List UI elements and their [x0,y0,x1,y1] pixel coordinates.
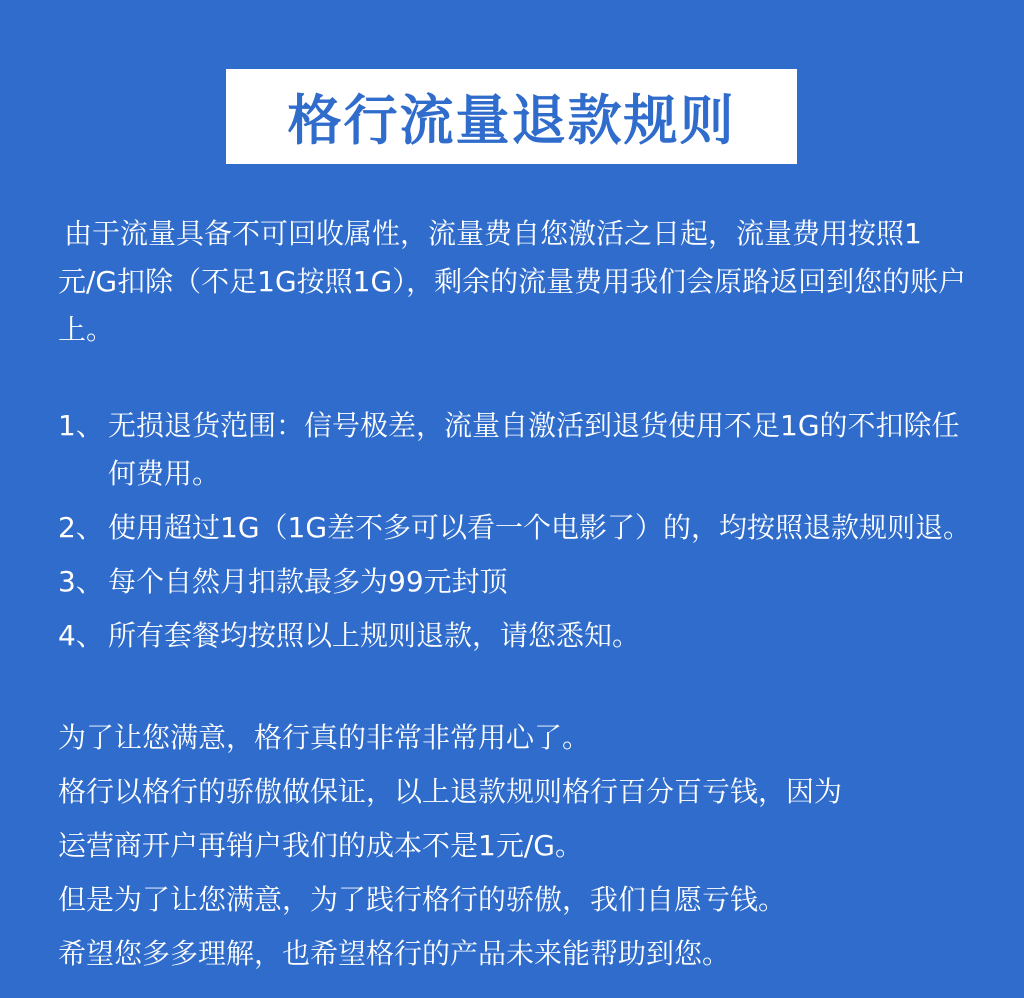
page-title: 格行流量退款规则 [287,89,736,152]
intro-paragraph: 由于流量具备不可回收属性，流量费自您激活之日起，流量费用按照1元/G扣除（不足1G按照1G），剩余的流量费用我们会原路返回到您的账户上。 [58,217,967,346]
rule-item [58,402,978,498]
rule-text: 使用超过1G（1G差不多可以看一个电影了）的，均按照退款规则退。 [108,511,972,544]
rule-text: 每个自然月扣款最多为99元封顶 [108,565,508,598]
rules-list [58,402,978,660]
closing-line: 格行以格行的骄傲做保证，以上退款规则格行百分百亏钱，因为 [58,775,843,808]
rule-number: 2、 [58,511,104,544]
rule-text: 所有套餐均按照以上规则退款，请您悉知。 [108,619,641,652]
rule-number: 1、 [58,409,104,442]
rules-document [58,210,978,984]
section-spacer [58,666,978,714]
title-banner [226,69,797,164]
closing-line: 但是为了让您满意，为了践行格行的骄傲，我们自愿亏钱。 [58,883,787,916]
closing-line: 希望您多多理解，也希望格行的产品未来能帮助到您。 [58,937,731,970]
rule-item [58,558,978,606]
closing-paragraph [58,714,978,978]
rule-item [58,612,978,660]
section-spacer [58,354,978,402]
rule-text: 无损退货范围：信号极差，流量自激活到退货使用不足1G的不扣除任何费用。 [108,409,960,490]
closing-line: 为了让您满意，格行真的非常非常用心了。 [58,721,591,754]
rule-number: 3、 [58,565,104,598]
rule-item [58,504,978,552]
closing-line: 运营商开户再销户我们的成本不是1元/G。 [58,829,583,862]
rule-number: 4、 [58,619,104,652]
